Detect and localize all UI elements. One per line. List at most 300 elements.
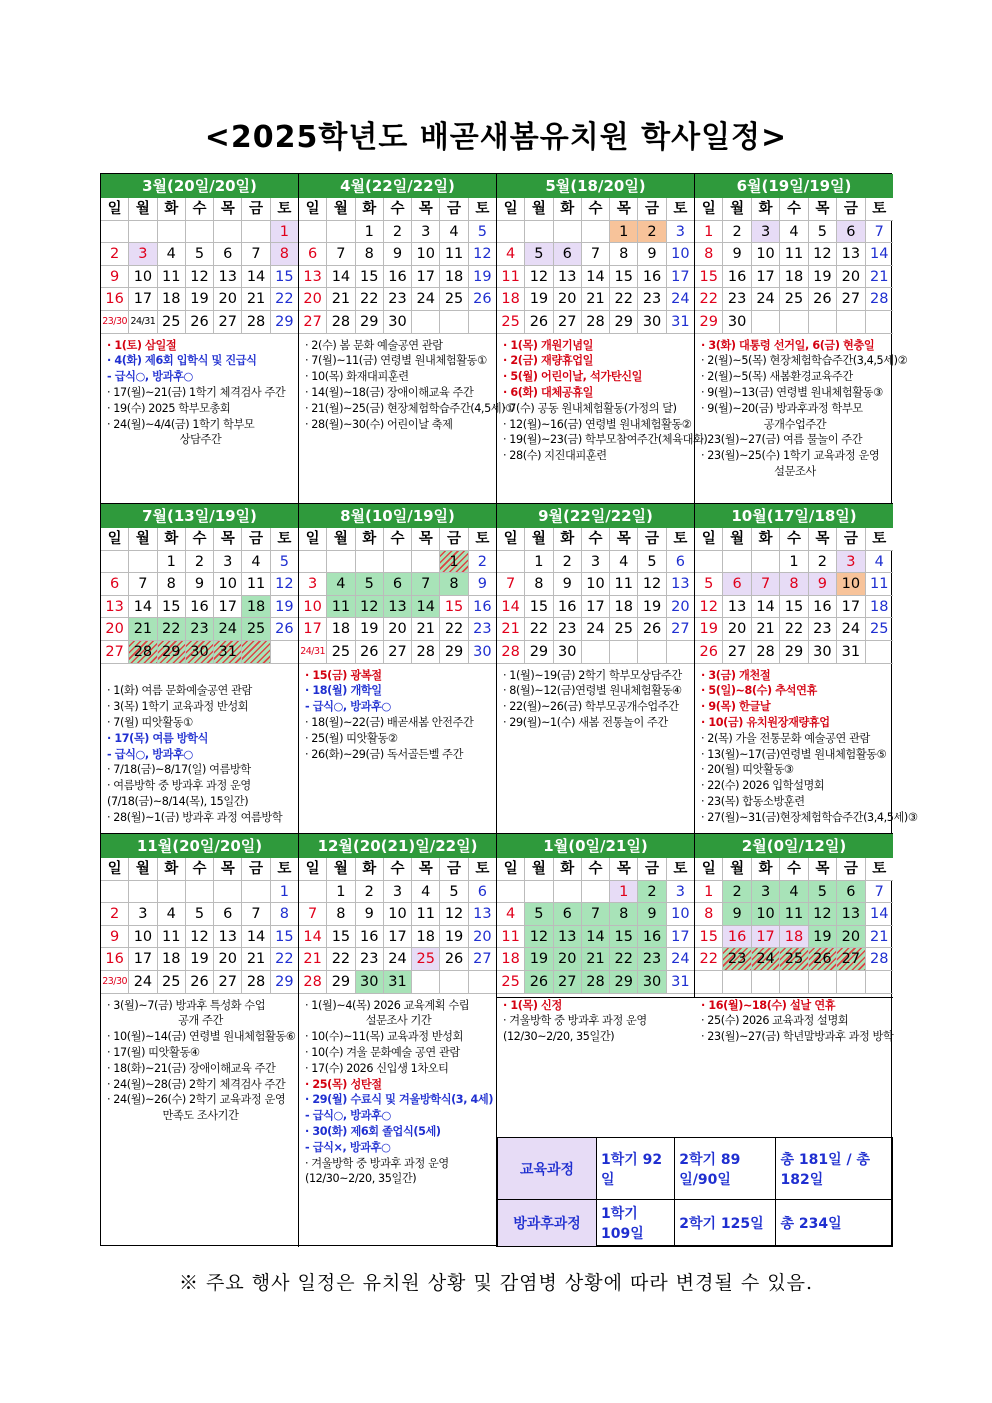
note-line: · 2(금) 재량휴업일 [503,354,594,368]
day-cell [299,881,327,904]
day-cell: 28 [582,971,610,994]
day-cell: 8 [271,903,298,926]
weekday-header: 월 [327,858,355,881]
day-cell: 3 [667,221,694,244]
day-cell: 18 [327,618,355,641]
day-cell: 18 [412,926,440,949]
day-cell: 24/31 [129,311,157,334]
weekday-header: 목 [610,858,638,881]
day-cell: 23 [469,618,496,641]
day-cell: 22 [356,288,384,311]
day-cell: 4 [327,573,355,596]
day-cell: 6 [667,551,694,574]
day-cell: 30 [186,641,214,664]
weekday-header: 월 [129,858,157,881]
day-cell: 27 [837,288,865,311]
day-cell [497,881,525,904]
month-grid [497,198,694,334]
day-cell: 27 [214,311,242,334]
note-line: · 15(금) 광복절 [305,668,382,682]
note-line: - 급식×, 방과후○ [305,1140,391,1154]
day-cell: 5 [186,903,214,926]
day-cell: 13 [554,266,582,289]
day-cell: 4 [497,243,525,266]
day-cell: 13 [554,926,582,949]
weekday-header: 목 [412,528,440,551]
note-line: · 여름방학 중 방과후 과정 운영 [107,779,251,793]
note-line: · 7(월) 띠앗활동① [107,715,193,729]
day-cell: 9 [101,266,129,289]
month-grid [695,528,893,664]
day-cell: 25 [440,288,468,311]
day-cell: 24 [752,288,780,311]
day-cell: 30 [638,311,666,334]
day-cell: 25 [497,971,525,994]
day-cell: 3 [582,551,610,574]
day-cell: 8 [327,903,355,926]
weekday-header: 월 [525,858,553,881]
day-cell [101,221,129,244]
day-cell: 7 [129,573,157,596]
note-line: · 17(월) 띠앗활동④ [107,1045,200,1059]
day-cell: 8 [158,573,186,596]
day-cell: 16 [723,926,751,949]
day-cell [866,311,893,334]
day-cell [129,881,157,904]
day-cell: 25 [158,971,186,994]
day-cell: 29 [610,311,638,334]
day-cell: 26 [469,288,496,311]
day-cell: 22 [271,948,298,971]
day-cell: 16 [723,266,751,289]
day-cell: 20 [667,596,694,619]
day-cell: 8 [440,573,468,596]
weekday-header: 수 [384,858,412,881]
day-cell: 24 [582,618,610,641]
day-cell: 12 [525,266,553,289]
day-cell: 10 [384,903,412,926]
day-cell: 27 [384,641,412,664]
note-line: · 5(월) 어린이날, 석가탄신일 [503,370,643,384]
summary-afterschool-total: 총 234일 [776,1200,893,1247]
day-cell: 20 [837,266,865,289]
month-notes [497,994,694,1045]
day-cell: 23/30 [101,311,129,334]
day-cell [299,221,327,244]
note-line: · 29(월) 수료식 및 겨울방학식(3, 4세) [305,1093,494,1107]
day-cell: 21 [242,288,270,311]
day-cell: 30 [554,641,582,664]
day-cell: 26 [809,288,837,311]
day-cell: 13 [469,903,496,926]
day-cell: 10 [667,243,694,266]
day-cell: 15 [525,596,553,619]
day-cell: 22 [610,288,638,311]
weekday-header: 금 [242,528,270,551]
day-cell: 18 [440,266,468,289]
day-cell: 16 [101,948,129,971]
weekday-header: 화 [356,198,384,221]
note-line: · 1(토) 삼일절 [107,338,177,352]
day-cell: 7 [327,243,355,266]
day-cell: 5 [186,243,214,266]
day-cell: 24 [412,288,440,311]
note-line: 설문조사 [774,464,816,478]
day-cell: 1 [440,551,468,574]
day-cell: 24 [214,618,242,641]
day-cell: 30 [384,311,412,334]
day-cell: 19 [469,266,496,289]
day-cell: 12 [186,266,214,289]
note-line: · 22(월)~26(금) 학부모공개수업주간 [503,700,679,714]
day-cell: 21 [327,288,355,311]
day-cell: 22 [610,948,638,971]
month-notes [299,334,515,433]
day-cell: 5 [809,881,837,904]
weekday-header: 목 [809,858,837,881]
note-line: · 24(월)~28(금) 2학기 체격검사 주간 [107,1077,286,1091]
day-cell: 29 [695,311,723,334]
note-line: · 23(월)~27(금) 여름 물놀이 주간 [701,433,863,447]
note-line: · 10(수) 겨울 문화예술 공연 관람 [305,1045,460,1059]
weekday-header: 일 [299,528,327,551]
weekday-header: 금 [242,198,270,221]
note-line: · 30(화) 제6회 졸업식(5세) [305,1124,441,1138]
month-header: 10월(17일/18일) [695,504,893,528]
day-cell: 12 [809,903,837,926]
month-block [497,174,708,504]
day-cell: 5 [525,903,553,926]
weekday-header: 월 [525,528,553,551]
day-cell: 17 [667,926,694,949]
day-cell [837,971,865,994]
day-cell: 21 [497,618,525,641]
weekday-header: 토 [667,858,694,881]
month-notes [695,334,908,480]
day-cell: 18 [866,596,893,619]
day-cell: 14 [299,926,327,949]
weekday-header: 목 [214,858,242,881]
day-cell: 24 [384,948,412,971]
day-cell: 5 [469,221,496,244]
day-cell: 6 [299,243,327,266]
day-cell: 7 [582,243,610,266]
note-line: · 28(월)~30(수) 어린이날 축제 [305,417,453,431]
weekday-header: 일 [101,198,129,221]
day-cell: 14 [866,243,893,266]
day-cell: 11 [866,573,893,596]
note-line: · 1(목) 개원기념일 [503,338,594,352]
weekday-header: 화 [752,858,780,881]
day-cell: 11 [440,243,468,266]
day-cell: 19 [186,288,214,311]
day-cell: 20 [214,948,242,971]
day-cell: 8 [695,243,723,266]
day-cell [327,221,355,244]
day-cell: 20 [469,926,496,949]
day-cell: 17 [129,288,157,311]
day-cell: 19 [525,948,553,971]
weekday-header: 일 [299,198,327,221]
weekday-header: 수 [780,198,808,221]
weekday-header: 화 [752,528,780,551]
day-cell: 20 [837,926,865,949]
day-cell: 14 [866,903,893,926]
day-cell: 11 [610,573,638,596]
day-cell: 11 [158,266,186,289]
day-cell: 22 [158,618,186,641]
day-cell: 27 [469,948,496,971]
day-cell [695,971,723,994]
day-cell: 15 [695,266,723,289]
summary-table [497,1137,893,1247]
day-cell: 24 [837,618,865,641]
day-cell: 21 [412,618,440,641]
calendar-sheet [100,173,918,1246]
note-line: (7/18(금)~8/14(목), 15일간) [107,794,249,808]
weekday-header: 화 [752,198,780,221]
month-grid [695,858,893,994]
weekday-header: 토 [469,528,496,551]
day-cell: 26 [525,971,553,994]
day-cell: 15 [610,926,638,949]
note-line: · 8(월)~12(금)연령별 원내체험활동④ [503,684,682,698]
note-line: · 10(목) 화재대피훈련 [305,370,409,384]
day-cell: 24 [752,948,780,971]
day-cell: 27 [667,618,694,641]
note-line: · 14(월)~18(금) 장애이해교육 주간 [305,385,474,399]
day-cell: 14 [752,596,780,619]
weekday-header: 목 [412,198,440,221]
day-cell: 19 [440,926,468,949]
day-cell: 10 [214,573,242,596]
note-line: · 7(수) 공동 원내체험활동(가정의 달) [503,401,677,415]
day-cell [242,221,270,244]
day-cell: 10 [582,573,610,596]
day-cell: 1 [356,221,384,244]
weekday-header: 목 [412,858,440,881]
day-cell: 19 [356,618,384,641]
weekday-header: 일 [299,858,327,881]
day-cell [158,221,186,244]
day-cell: 8 [780,573,808,596]
day-cell: 24 [129,971,157,994]
note-line: - 급식○, 방과후○ [305,700,391,714]
day-cell: 17 [837,596,865,619]
note-line: · 2(목) 가을 전통문화 예술공연 관람 [701,731,870,745]
day-cell: 4 [497,903,525,926]
day-cell: 26 [525,311,553,334]
note-line [107,668,294,684]
day-cell: 28 [412,641,440,664]
day-cell: 23 [809,618,837,641]
day-cell: 16 [469,596,496,619]
day-cell: 29 [158,641,186,664]
note-line: · 10(월)~14(금) 연령별 원내체험활동⑥ [107,1030,296,1044]
weekday-header: 금 [242,858,270,881]
day-cell: 30 [809,641,837,664]
day-cell: 31 [667,971,694,994]
day-cell: 2 [469,551,496,574]
day-cell: 7 [497,573,525,596]
note-line: · 겨울방학 중 방과후 과정 운영 [503,1014,647,1028]
month-notes [101,664,298,826]
day-cell: 6 [384,573,412,596]
note-line: · 2(월)~5(목) 새봄환경교육주간 [701,370,853,384]
note-line: - 급식○, 방과후○ [107,747,193,761]
day-cell [299,551,327,574]
day-cell: 29 [780,641,808,664]
day-cell [469,311,496,334]
day-cell: 10 [752,243,780,266]
month-block [695,174,908,504]
day-cell [242,641,270,664]
day-cell: 21 [299,948,327,971]
weekday-header: 수 [582,198,610,221]
day-cell: 27 [723,641,751,664]
day-cell: 4 [242,551,270,574]
note-line: · 27(월)~31(금)현장체험학습주간(3,4,5세)③ [701,810,918,824]
day-cell [271,641,298,664]
weekday-header: 수 [384,528,412,551]
note-line: · 12(월)~16(금) 연령별 원내체험활동② [503,417,692,431]
day-cell: 18 [497,948,525,971]
day-cell: 6 [469,881,496,904]
day-cell [186,881,214,904]
day-cell: 12 [638,573,666,596]
day-cell: 21 [866,266,893,289]
day-cell: 23/30 [101,971,129,994]
day-cell: 3 [214,551,242,574]
day-cell: 1 [271,881,298,904]
day-cell: 8 [271,243,298,266]
day-cell: 10 [299,596,327,619]
day-cell: 28 [299,971,327,994]
day-cell [554,221,582,244]
weekday-header: 월 [723,858,751,881]
summary-curriculum-total: 총 181일 / 총 182일 [776,1138,893,1200]
day-cell: 11 [327,596,355,619]
day-cell: 22 [525,618,553,641]
day-cell: 23 [723,288,751,311]
day-cell: 12 [695,596,723,619]
month-grid [299,528,496,664]
weekday-header: 일 [101,858,129,881]
day-cell: 23 [723,948,751,971]
day-cell: 26 [695,641,723,664]
note-line: · 1(화) 여름 문화예술공연 관람 [107,684,252,698]
day-cell: 4 [610,551,638,574]
day-cell: 7 [299,903,327,926]
weekday-header: 목 [214,528,242,551]
day-cell [780,311,808,334]
day-cell [497,551,525,574]
summary-curriculum-sem1: 1학기 92일 [597,1138,675,1200]
day-cell: 13 [384,596,412,619]
month-header: 3월(20일/20일) [101,174,298,198]
month-block [497,504,695,834]
note-line: · 17(수) 2026 신입생 1차오티 [305,1061,449,1075]
day-cell: 23 [384,288,412,311]
note-line: · 9(목) 한글날 [701,700,771,714]
day-cell: 15 [271,926,298,949]
day-cell: 10 [412,243,440,266]
day-cell: 12 [809,243,837,266]
day-cell: 13 [214,266,242,289]
weekday-header: 토 [469,198,496,221]
day-cell: 6 [837,881,865,904]
weekday-header: 일 [695,858,723,881]
day-cell: 6 [723,573,751,596]
weekday-header: 금 [638,858,666,881]
day-cell: 19 [525,288,553,311]
weekday-header: 화 [356,858,384,881]
month-block [101,834,299,1247]
day-cell: 9 [384,243,412,266]
day-cell: 23 [554,618,582,641]
month-block [695,834,894,1044]
note-line: · 21(월)~25(금) 현장체험학습주간(4,5세)① [305,401,515,415]
day-cell: 18 [242,596,270,619]
day-cell: 7 [412,573,440,596]
day-cell: 9 [356,903,384,926]
day-cell: 17 [299,618,327,641]
day-cell: 1 [271,221,298,244]
day-cell: 8 [525,573,553,596]
note-line: · 20(월) 띠앗활동③ [701,763,794,777]
weekday-header: 일 [101,528,129,551]
day-cell: 26 [356,641,384,664]
weekday-header: 월 [525,198,553,221]
day-cell: 16 [809,596,837,619]
day-cell: 9 [469,573,496,596]
day-cell: 3 [752,221,780,244]
day-cell: 14 [242,266,270,289]
day-cell [866,641,893,664]
day-cell [809,971,837,994]
day-cell: 23 [638,288,666,311]
day-cell: 29 [525,641,553,664]
weekday-header: 일 [695,528,723,551]
day-cell: 2 [723,221,751,244]
day-cell: 18 [780,926,808,949]
month-notes [299,994,496,1188]
note-line: · 16(월)~18(수) 설날 연휴 [701,998,836,1012]
note-line: · 3(목) 1학기 교육과정 반성회 [107,700,249,714]
weekday-header: 수 [780,858,808,881]
day-cell: 6 [837,221,865,244]
month-block [299,834,497,1247]
day-cell: 13 [299,266,327,289]
day-cell: 14 [412,596,440,619]
month-notes [299,664,496,763]
month-header: 1월(0일/21일) [497,834,694,858]
day-cell: 3 [837,551,865,574]
day-cell: 7 [582,903,610,926]
day-cell: 14 [327,266,355,289]
day-cell: 1 [610,221,638,244]
day-cell: 28 [242,971,270,994]
weekday-header: 목 [809,528,837,551]
day-cell: 21 [129,618,157,641]
day-cell: 11 [780,243,808,266]
note-line: · 10(금) 유치원장재량휴업 [701,715,830,729]
day-cell [695,551,723,574]
day-cell: 25 [866,618,893,641]
month-block [695,504,918,834]
note-line: 공개수업주간 [763,417,827,431]
day-cell: 4 [440,221,468,244]
